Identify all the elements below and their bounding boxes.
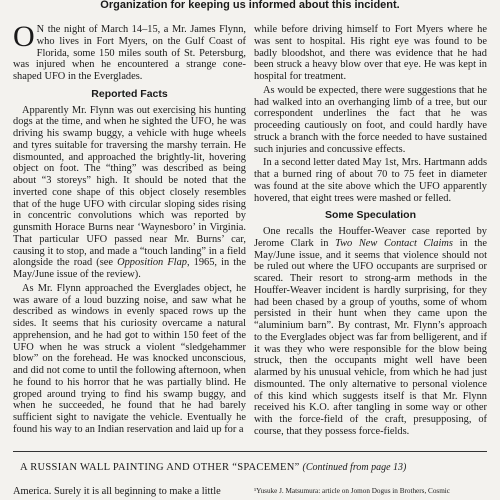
spec-text-a: One recalls the Houffer-Weaver case reported by Jerome Clark in [254,226,487,249]
spec-text-b: in the May/June issue, and it seems that violence should not be ruled out where the UFO occupants are surprised or scared. Their resort to strong-arm methods in the Houffer-Weaver incident is hardly surprising, for they had been chased by a group of youths, some of whom persisted in their hunt when they came upon the “aluminium barn”. By contrast, Mr. Flynn’s approach to the Everglades object was far from belligerent, and if it was they who were responsible for the blow being struck, then the occupants might well have been alarmed by his unusual vehicle, from which he had just dismounted. The only alternative to personal violence of this kind which suggests itself is that Mr. Flynn received his K.O. after tangling in some way or other with the force-field of the craft, presupposing, of course, that they possess force-fields. [254,237,487,437]
next-article-title [20,462,490,473]
continued-from-note: (Continued from page 13) [302,462,407,473]
section-divider [13,451,487,452]
facts-paragraph-1 [13,105,246,281]
drop-cap: O [13,20,35,53]
heading-some-speculation: Some Speculation [324,209,417,222]
right-paragraph-3: In a second letter dated May 1st, Mrs. Hartmann adds that a burned ring of about 70 to 75 feet in diameter was found at the site above which the UFO apparently hovered, that eight trees were mashed or felled. [254,157,487,204]
facts-p1-text-a: Apparently Mr. Flynn was out exercising his hunting dogs at the time, and when he sighted the UFO, he was driving his swamp buggy, a vehicle with huge wheels and tyres suitable for traversing the marshy terrain. He dismounted, and approached the brightly-lit, hovering object on foot. The “thing” was described as being about “3 storeys” high. It should be noted that the inverted cone shape of this object closely resembles that of the huge UFO with circular sloping sides rising in concentric convolutions which was reported by gunsmith Horace Burns near ‘Waynesboro’ in Virginia. That particular UFO passed near Mr. Burns’ car, causing it to stop, and made a “touch landing” in a field alongside the road (see [13,104,246,269]
left-column [13,20,246,438]
speculation-paragraph [254,226,487,438]
right-paragraph-2: As would be expected, there were suggestions that he had walked into an overhanging limb of a tree, but our correspondent underlines the fact that he was proceeding cautiously on foot, and could hardly have struck a branch with the force needed to have sustained such injuries and concussive effects. [254,84,487,155]
next-article-heading: A RUSSIAN WALL PAINTING AND OTHER “SPACEMEN” [20,462,300,473]
right-column [254,24,487,440]
facts-paragraph-2: As Mr. Flynn approached the Everglades object, he was aware of a loud buzzing noise, and saw what he described as windows in evenly spaced rows up the sides. It seems that his curiosity overcame a natural apprehension, and he had got to within 150 feet of the UFO when he was struck a violent “sledgehammer blow” on the forehead. He was knocked unconscious, and did not come to until the following afternoon, when he found to his horror that he was partially blind. He groped around trying to find his swamp buggy, and when he succeeded, he found that he had barely sufficient sight to navigate the vehicle. Eventually he found his way to an Indian reservation and laid up for a [13,282,246,435]
intro-text: N the night of March 14–15, a Mr. James Flynn, who lives in Fort Myers, on the Gulf Coast of Florida, some 150 miles south of St. Petersburg, was injured when he encountered a strange cone-shaped UFO in the Everglades. [13,24,246,82]
facts-p1-italic: Opposition Flap [117,257,187,269]
page-top-caption: Organization for keeping us informed about this incident. [100,0,400,11]
intro-paragraph [13,20,246,83]
spec-italic: Two New Contact Claims [335,237,453,249]
next-article-text: America. Surely it is all beginning to make a little [13,486,221,497]
facts-p1-text-b: , 1965, in the May/June issue of the review). [13,257,246,280]
right-paragraph-1: while before driving himself to Fort Myers where he was sent to hospital. His right eye was found to be badly bloodshot, and there was evidence that he had been struck a heavy blow over that eye. He was kept in hospital for treatment. [254,24,487,82]
heading-reported-facts: Reported Facts [91,87,168,100]
footnote-text: ¹Yusuke J. Matsumura: article on Jomon Dogus in Brothers, Cosmic [254,487,450,495]
